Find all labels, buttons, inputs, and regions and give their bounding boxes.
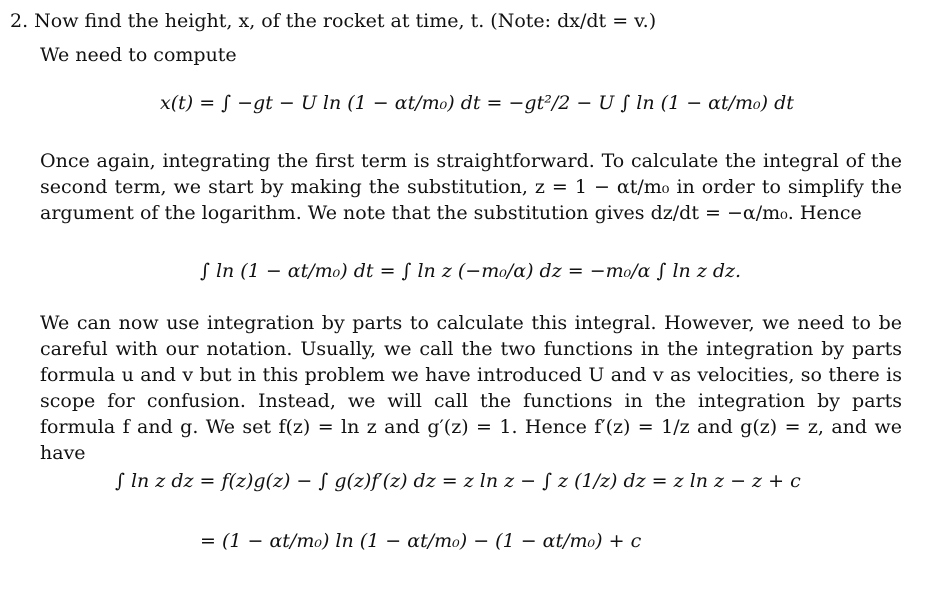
paragraph-substitution: Once again, integrating the first term is straightforward. To calculate the integral of the second term, we start by making the substitution, z = 1 − αt/m₀ in order to simplify the argument of the logarithm. We note that the substitution gives dz/dt = −α/m₀. Hence <box>40 150 902 224</box>
equation-final-result: = (1 − αt/m₀) ln (1 − αt/m₀) − (1 − αt/m₀) + c <box>200 530 642 552</box>
problem-heading: 2. Now find the height, x, of the rocket at time, t. (Note: dx/dt = v.) <box>10 10 657 32</box>
paragraph-integration-by-parts: We can now use integration by parts to calculate this integral. However, we need to be careful with our notation. Usually, we call the two functions in the integration by parts formula u and v but in this problem we have introduced U and v as velocities, so there is scope for confusion. Instead, we will call the functions in the integration by parts formula f and g. We set f(z) = ln z and g′(z) = 1. Hence f′(z) = 1/z and g(z) = z, and we have <box>40 312 902 464</box>
equation-parts-result: ∫ ln z dz = f(z)g(z) − ∫ g(z)f′(z) dz = z ln z − ∫ z (1/z) dz = z ln z − z + c <box>115 470 801 492</box>
intro-text: We need to compute <box>40 44 237 66</box>
equation-substitution-integral: ∫ ln (1 − αt/m₀) dt = ∫ ln z (−m₀/α) dz = −m₀/α ∫ ln z dz. <box>200 260 742 282</box>
equation-height-integral: x(t) = ∫ −gt − U ln (1 − αt/m₀) dt = −gt²/2 − U ∫ ln (1 − αt/m₀) dt <box>160 92 794 114</box>
